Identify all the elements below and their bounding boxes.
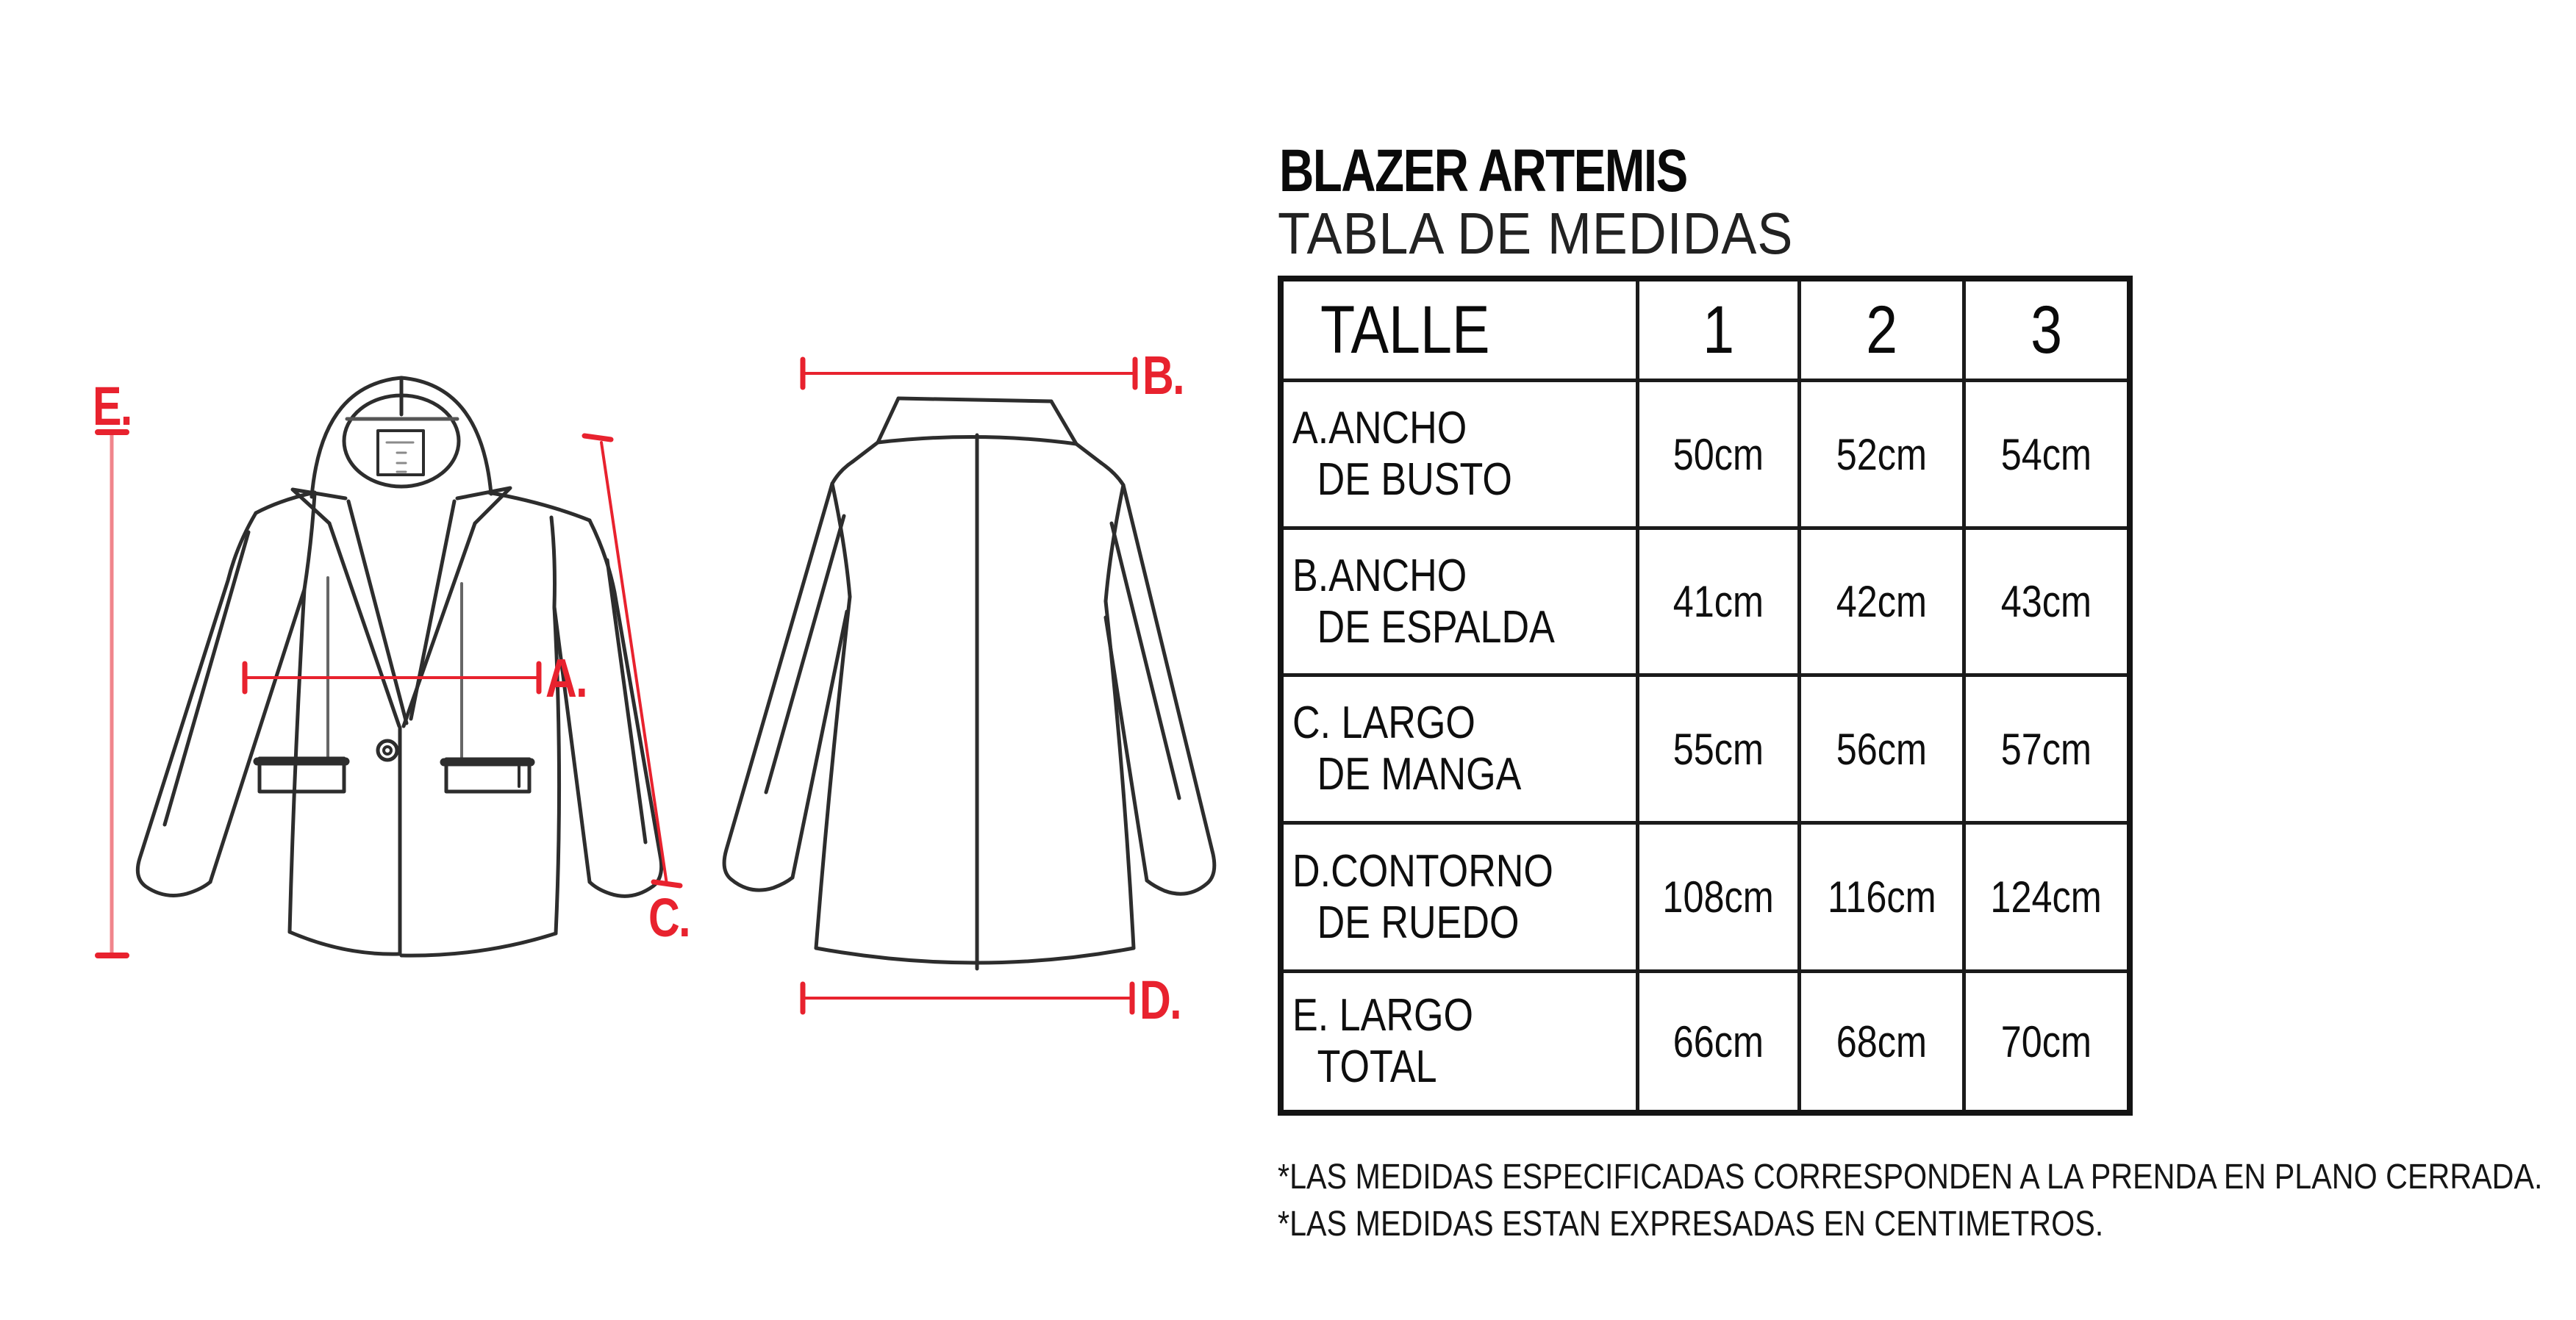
value-a-2: 52cm <box>1836 429 1928 479</box>
measure-label-e: E. <box>93 376 132 437</box>
measure-line-b <box>803 359 1135 387</box>
measure-line-e <box>98 432 126 955</box>
cell-e-size2 <box>1801 973 1962 1110</box>
table-row-label-e <box>1284 973 1636 1110</box>
table-row-label-a <box>1284 382 1636 526</box>
cell-a-size3 <box>1966 382 2127 526</box>
value-e-3: 70cm <box>2000 1016 2092 1066</box>
value-b-3: 43cm <box>2000 577 2092 626</box>
front-pockets <box>257 758 531 792</box>
front-button <box>378 741 397 760</box>
value-c-2: 56cm <box>1836 724 1928 774</box>
measure-label-b: B. <box>1142 345 1184 406</box>
value-c-3: 57cm <box>2000 724 2092 774</box>
value-a-3: 54cm <box>2000 429 2092 479</box>
table-row-label-c <box>1284 677 1636 821</box>
table-row-label-d <box>1284 825 1636 969</box>
cell-c-size2 <box>1801 677 1962 821</box>
row-a-line2: DE BUSTO <box>1317 454 1512 505</box>
size-table <box>1278 276 2133 1116</box>
value-c-1: 55cm <box>1672 724 1764 774</box>
measure-label-d: D. <box>1139 969 1181 1030</box>
size-table-header-size-1 <box>1639 281 1797 379</box>
row-e-line2: TOTAL <box>1317 1041 1437 1092</box>
value-b-2: 42cm <box>1836 577 1928 626</box>
header-size-3-text: 3 <box>2031 292 2062 367</box>
size-table-header-size-2 <box>1801 281 1962 379</box>
measure-label-c: C. <box>648 887 690 948</box>
row-c-line1: C. LARGO <box>1292 697 1475 748</box>
page-subtitle: TABLA DE MEDIDAS <box>1278 201 1794 266</box>
row-c-line2: DE MANGA <box>1317 749 1522 800</box>
cell-b-size1 <box>1639 530 1797 673</box>
cell-b-size2 <box>1801 530 1962 673</box>
row-a-line1: A.ANCHO <box>1292 403 1467 453</box>
cell-d-size1 <box>1639 825 1797 969</box>
table-row-label-b <box>1284 530 1636 673</box>
row-b-line2: DE ESPALDA <box>1317 601 1555 653</box>
footnote-2: *LAS MEDIDAS ESTAN EXPRESADAS EN CENTIMETROS. <box>1278 1205 2104 1244</box>
header-size-2-text: 2 <box>1866 292 1897 367</box>
row-d-line1: D.CONTORNO <box>1292 845 1553 897</box>
measure-line-c <box>584 436 680 886</box>
cell-a-size1 <box>1639 382 1797 526</box>
measurement-lines <box>98 359 1135 1012</box>
cell-e-size1 <box>1639 973 1797 1110</box>
back-view-sketch <box>724 398 1214 969</box>
header-talle-text: TALLE <box>1320 292 1490 367</box>
cell-c-size3 <box>1966 677 2127 821</box>
size-table-header-talle <box>1284 281 1636 379</box>
row-b-line1: B.ANCHO <box>1292 550 1467 601</box>
header-size-1-text: 1 <box>1703 292 1734 367</box>
value-e-2: 68cm <box>1836 1016 1928 1066</box>
page-title: BLAZER ARTEMIS <box>1279 137 1687 204</box>
measure-label-a: A. <box>545 648 587 709</box>
value-a-1: 50cm <box>1672 429 1764 479</box>
footnote-1: *LAS MEDIDAS ESPECIFICADAS CORRESPONDEN A LA PRENDA EN PLANO CERRADA. <box>1278 1158 2543 1197</box>
cell-a-size2 <box>1801 382 1962 526</box>
value-d-1: 108cm <box>1662 872 1775 922</box>
measure-line-d <box>803 984 1132 1012</box>
row-d-line2: DE RUEDO <box>1317 897 1520 948</box>
value-d-3: 124cm <box>1990 872 2103 922</box>
cell-d-size2 <box>1801 825 1962 969</box>
row-e-line1: E. LARGO <box>1292 990 1474 1041</box>
value-b-1: 41cm <box>1672 577 1764 626</box>
cell-d-size3 <box>1966 825 2127 969</box>
cell-e-size3 <box>1966 973 2127 1110</box>
cell-c-size1 <box>1639 677 1797 821</box>
value-d-2: 116cm <box>1827 872 1936 922</box>
size-table-header-size-3 <box>1966 281 2127 379</box>
cell-b-size3 <box>1966 530 2127 673</box>
value-e-1: 66cm <box>1672 1016 1764 1066</box>
